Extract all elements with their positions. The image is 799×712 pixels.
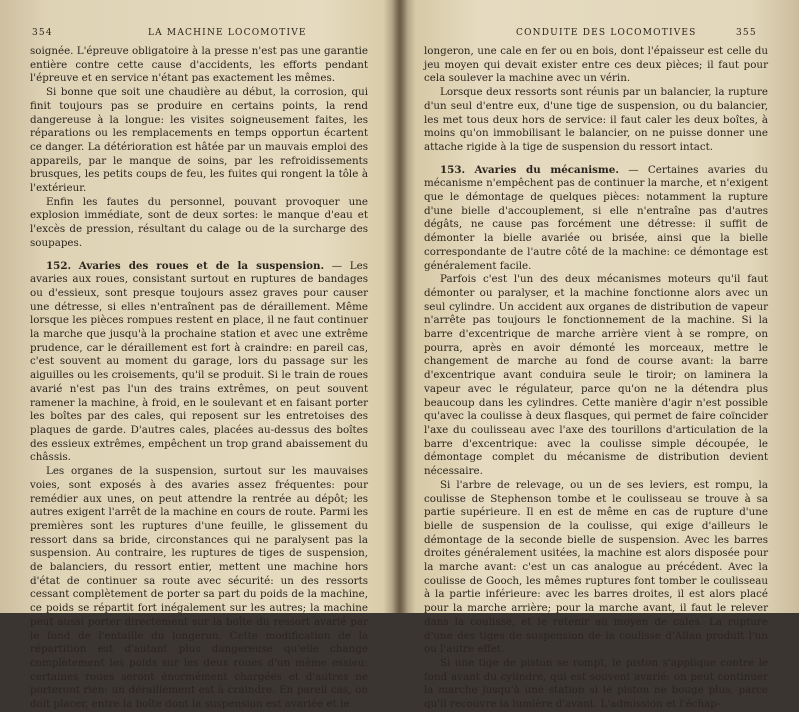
paragraph: Parfois c'est l'un des deux mécanismes moteurs qu'il faut démonter ou paralyser, et la machine fonctionne alors avec un seul cylindre. Un accident aux organes de distribution de vapeur n'arrête pas toujours le fonctionnement de la machine. Si la barre d'excentrique de marche arrière vient à se rompre, on pourra, après en avoir démonté les morceaux, mettre le changement de marche au fond de course avant: la barre d'excentrique avant conduira seule le tiroir; on laminera la vapeur avec le régulateur, parce qu'on ne la détendra plus beaucoup dans les cylindres. Cette manière d'agir n'est possible qu'avec la coulisse à deux flasques, qui permet de faire coïncider l'axe du coulisseau avec l'axe des tourillons d'articulation de la barre d'excentrique: avec la coulisse simple découpée, le démontage complet du mécanisme de distribution devient nécessaire. [424, 273, 768, 478]
paragraph: longeron, une cale en fer ou en bois, dont l'épaisseur est celle du jeu moyen qui devait exister entre ces deux pièces; il faut pour cela soulever la machine avec un vérin. [424, 45, 768, 85]
paragraph: Si bonne que soit une chaudière au début, la corrosion, qui finit toujours pas se produire en certains points, la rend dangereuse à la longue: les visites soigneusement faites, les réparations ou les remplacements en temps opportun écartent ce danger. La détérioration est hâtée par un mauvais emploi des appareils, par le manque de soins, par les refroidissements brusques, les petits coups de feu, les fuites qui rongent la tôle à l'extérieur. [30, 86, 368, 195]
section-text: — Les avaries aux roues, consistant surtout en ruptures de bandages ou d'essieux, sont presque toujours assez graves pour causer une détresse, si elles n'entraînent pas de déraillement. Même lorsque les pièces rompues restent en place, il ne faut continuer la marche que jusqu'à la prochaine station et avec une extrême prudence, car le déraillement est fort à craindre: en pareil cas, c'est souvent au moment du garage, lors du passage sur les aiguilles ou les croisements, qu'il se produit. Si le train de roues avarié n'est pas l'un des trains extrêmes, on peut souvent ramener la machine, à froid, en le soulevant et en faisant porter les boîtes par des cales, qui reposent sur les entretoises des plaques de garde. D'autres cales, placées au-dessus des boîtes des essieux extrêmes, empêchent un trop grand abaissement du châssis. [30, 259, 368, 464]
section-title: Avaries du mécanisme. [474, 163, 619, 176]
paragraph: Si l'arbre de relevage, ou un de ses leviers, est rompu, la coulisse de Stephenson tombe et le coulisseau se trouve à sa partie supérieure. Il en est de même en cas de rupture d'une bielle de suspension de la coulisse, qui exige d'ailleurs le démontage de la seconde bielle de suspension. Avec les barres droites généralement usitées, la machine est alors disposée pour la marche avant: c'est un cas analogue au précédent. Avec la coulisse de Gooch, les mêmes ruptures font tomber le coulisseau à la partie inférieure: avec les barres droites, il est alors placé pour la marche arrière; pour la marche avant, il faut le relever dans la coulisse, et le retenir au moyen de cales. La rupture d'une des tiges de suspension de la coulisse d'Allan produit l'un ou l'autre effet. [424, 478, 768, 656]
section-153-paragraph [424, 164, 768, 274]
left-page [0, 0, 399, 711]
section-number: 153. [440, 163, 466, 176]
paragraph: Si une tige de piston se rompt, le piston s'applique contre le fond avant du cylindre, qui est souvent avarié: on peut continuer la marche jusqu'à une station si le piston ne bouge plus, parce qu'il recouvre la lumière d'avant. L'admission et l'échap- [424, 656, 768, 711]
section-152-paragraph [30, 260, 368, 466]
running-title: LA MACHINE LOCOMOTIVE [148, 28, 307, 38]
paragraph: Les organes de la suspension, surtout sur les mauvaises voies, sont exposés à des avaries assez fréquentes: pour remédier aux unes, on peut attendre la rentrée au dépôt; les autres exigent l'arrêt de la machine en cours de route. Parmi les premières sont les ruptures d'une feuille, le glissement du ressort dans sa bride, circonstances qui ne paralysent pas la suspension. Au contraire, les ruptures de tiges de suspension, de balanciers, du ressort entier, mettent une machine hors d'état de continuer sa route avec sécurité: un des ressorts cessant complètement de porter sa part du poids de la machine, ce poids se répartit fort inégalement sur les autres; la machine peut aussi porter directement sur la boîte du ressort avarié par le fond de l'entaille du longeron. Cette modification de la répartition est d'autant plus dangereuse qu'elle change complètement les poids sur les deux roues d'un même essieu: certaines roues seront énormément chargées et d'autres ne porteront rien: un déraillement est à craindre. En pareil cas, on doit placer, entre la boîte dont la suspension est avariée et le [30, 465, 368, 711]
right-page [400, 0, 799, 711]
paragraph: soignée. L'épreuve obligatoire à la presse n'est pas une garantie entière contre cette cause d'accidents, les efforts pendant l'épreuve et en service n'étant pas exactement les mêmes. [30, 45, 368, 85]
section-number: 152. [46, 259, 72, 272]
right-body-text [424, 45, 768, 712]
page-number: 355 [736, 28, 757, 38]
paragraph: Enfin les fautes du personnel, pouvant provoquer une explosion immédiate, sont de deux sortes: le manque d'eau et l'excès de pression, résultant du calage ou de la surcharge des soupapes. [30, 195, 368, 249]
section-text: — Certaines avaries du mécanisme n'empêchent pas de continuer la marche, et n'exigent que le démontage de quelques pièces: notamment la rupture d'une bielle d'accouplement, si elle n'entraîne pas d'autres dégâts, ne cause pas forcément une détresse: il suffit de démonter la bielle avariée ou brisée, ainsi que la bielle correspondante de l'autre côté de la machine: ce démontage est généralement facile. [424, 163, 768, 272]
left-body-text [30, 45, 368, 712]
paragraph: Lorsque deux ressorts sont réunis par un balancier, la rupture d'un seul d'entre eux, d'une tige de suspension, ou du balancier, les met tous deux hors de service: il faut caler les deux boîtes, à moins qu'on immobilisant le balancier, on ne puisse donner une attache rigide à la tige de suspension du ressort intact. [424, 86, 768, 153]
section-title: Avaries des roues et de la suspension. [78, 259, 325, 272]
running-title: CONDUITE DES LOCOMOTIVES [516, 28, 697, 38]
page-number: 354 [32, 28, 53, 38]
